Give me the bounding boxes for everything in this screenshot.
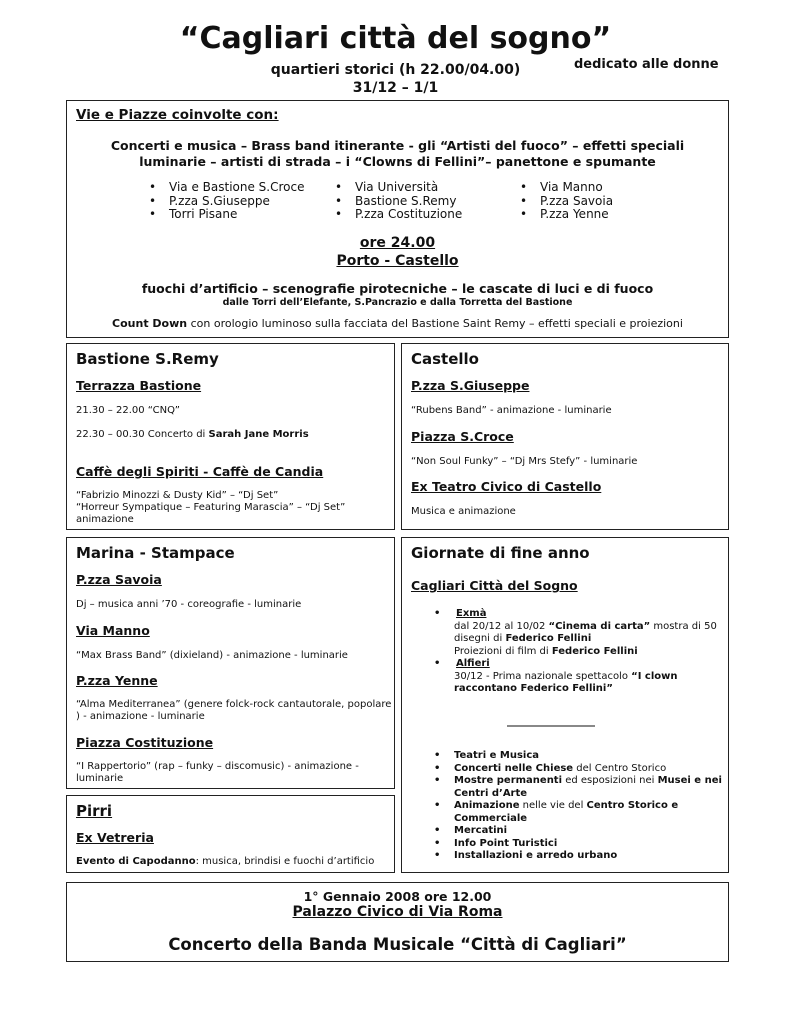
streets-box	[66, 100, 729, 338]
sogno-heading: Cagliari Città del Sogno	[411, 578, 578, 593]
intro-line-2: luminarie – artisti di strada – i “Clowns di Fellini”– panettone e spumante	[139, 154, 656, 169]
concert-title: Concerto della Banda Musicale “Città di Cagliari”	[168, 935, 627, 954]
yenne-heading: P.zza Yenne	[76, 673, 158, 688]
teatro-text: Musica e animazione	[411, 506, 516, 517]
alfieri-label: • Alfieri	[454, 658, 720, 671]
list-item: • P.zza Savoia	[540, 195, 613, 209]
event-dates: 31/12 – 1/1	[352, 80, 439, 96]
capodanno-text: : musica, brindisi e fuochi d’artificio	[195, 856, 375, 867]
midnight-time: ore 24.00	[359, 235, 436, 251]
list-item: • Via e Bastione S.Croce	[169, 181, 304, 195]
bastione-title: Bastione S.Remy	[76, 350, 219, 368]
exma-label: • Exmà	[454, 608, 720, 621]
castello-title: Castello	[411, 350, 479, 368]
manno-heading: Via Manno	[76, 623, 150, 638]
exma-line-1	[454, 621, 720, 634]
streets-heading: Vie e Piazze coinvolte con:	[76, 107, 279, 123]
list-item: • Teatri e Musica	[454, 750, 720, 763]
fireworks-subline: dalle Torri dell’Elefante, S.Pancrazio e dalla Torretta del Bastione	[222, 297, 573, 308]
list-item: • P.zza Costituzione	[355, 208, 462, 222]
pirri-box	[66, 795, 395, 873]
giuseppe-heading: P.zza S.Giuseppe	[411, 378, 530, 393]
giuseppe-text: “Rubens Band” - animazione - luminarie	[411, 405, 612, 416]
midnight-place: Porto - Castello	[336, 253, 459, 269]
exma-show: “Cinema di carta”	[548, 620, 651, 632]
list-item: • P.zza S.Giuseppe	[169, 195, 304, 209]
pirri-title: Pirri	[76, 802, 113, 820]
exma-director: Federico Fellini	[551, 645, 638, 657]
bastione-box	[66, 343, 395, 530]
marina-title: Marina - Stampace	[76, 544, 235, 562]
marina-box	[66, 537, 395, 789]
giornate-title: Giornate di fine anno	[411, 544, 590, 562]
exma-films: Proiezioni di film di	[454, 645, 552, 657]
list-item: • Info Point Turistici	[454, 838, 720, 851]
alfieri-show: “I clown	[631, 670, 678, 682]
teatro-heading: Ex Teatro Civico di Castello	[411, 479, 602, 494]
caffe-line-3: animazione	[76, 514, 134, 525]
exma-item	[454, 608, 720, 696]
countdown-label: Count Down	[112, 317, 188, 330]
section-divider: ________________	[507, 714, 595, 727]
list-item: • P.zza Yenne	[540, 208, 613, 222]
exma-dates: dal 20/12 al 10/02	[454, 620, 549, 632]
list-item: • Mostre permanenti ed esposizioni nei Musei e nei	[454, 775, 720, 788]
exma-drawings: disegni di	[454, 633, 506, 644]
list-item: • Bastione S.Remy	[355, 195, 462, 209]
vetreria-text	[76, 856, 374, 869]
alfieri-text: 30/12 - Prima nazionale spettacolo	[454, 670, 632, 682]
exma-desc: mostra di 50	[650, 620, 717, 632]
capodanno-label: Evento di Capodanno	[76, 856, 196, 867]
yenne-text-2: ) - animazione - luminarie	[76, 711, 205, 722]
list-item: • Via Manno	[540, 181, 613, 195]
savoia-heading: P.zza Savoia	[76, 572, 162, 587]
caffe-line-1: “Fabrizio Minozzi & Dusty Kid” – “Dj Set”	[76, 490, 279, 501]
list-item: • Mercatini	[454, 825, 720, 838]
alfieri-line-1	[454, 671, 720, 684]
costituzione-text-1: “I Rappertorio” (rap – funky – discomusic) - animazione -	[76, 761, 359, 772]
countdown-line	[67, 317, 728, 330]
exma-author: Federico Fellini	[505, 633, 592, 644]
costituzione-heading: Piazza Costituzione	[76, 735, 214, 750]
new-year-place: Palazzo Civico di Via Roma	[292, 904, 503, 920]
costituzione-text-2: luminarie	[76, 773, 124, 784]
bastione-line-2	[76, 429, 309, 442]
fireworks-line: fuochi d’artificio – scenografie pirotecniche – le cascate di luci e di fuoco	[141, 281, 654, 296]
giornate-list	[454, 750, 720, 863]
savoia-text: Dj – musica anni ’70 - coreografie - luminarie	[76, 599, 302, 610]
streets-column-3	[540, 181, 613, 222]
list-item: Commerciale	[454, 812, 528, 824]
bastione-line-1: 21.30 – 22.00 “CNQ”	[76, 405, 180, 416]
streets-column-1	[169, 181, 304, 222]
castello-box	[401, 343, 729, 530]
intro-line-1: Concerti e musica – Brass band itinerante - gli “Artisti del fuoco” – effetti speciali	[110, 138, 685, 153]
countdown-text: con orologio luminoso sulla facciata del Bastione Saint Remy – effetti speciali e proiezioni	[187, 317, 683, 330]
caffe-line-2: “Horreur Sympatique – Featuring Marascia” – “Dj Set”	[76, 502, 346, 513]
manno-text: “Max Brass Band” (dixieland) - animazione - luminarie	[76, 650, 348, 661]
new-year-date: 1° Gennaio 2008 ore 12.00	[303, 889, 492, 904]
page-title: “Cagliari città del sogno”	[179, 21, 612, 56]
list-item: • Via Università	[355, 181, 462, 195]
list-item: • Concerti nelle Chiese del Centro Storico	[454, 763, 720, 776]
list-item: • Installazioni e arredo urbano	[454, 850, 720, 863]
concert-text: 22.30 – 00.30 Concerto di	[76, 429, 209, 440]
vetreria-heading: Ex Vetreria	[76, 830, 154, 845]
new-year-box	[66, 882, 729, 962]
page-subtitle: quartieri storici (h 22.00/04.00)	[270, 62, 521, 78]
artist-name: Sarah Jane Morris	[208, 429, 309, 440]
caffe-heading: Caffè degli Spiriti - Caffè de Candia	[76, 464, 324, 479]
alfieri-line-2: raccontano Federico Fellini”	[454, 683, 613, 694]
list-item: Centri d’Arte	[454, 787, 528, 799]
exma-line-2	[454, 633, 720, 646]
yenne-text-1: “Alma Mediterranea” (genere folck-rock cantautorale, popolare	[76, 699, 392, 710]
croce-text: “Non Soul Funky” – “Dj Mrs Stefy” - luminarie	[411, 456, 638, 467]
list-item: • Torri Pisane	[169, 208, 304, 222]
exma-line-3	[454, 646, 720, 659]
terrazza-heading: Terrazza Bastione	[76, 378, 202, 393]
list-item: • Animazione nelle vie del Centro Storico e	[454, 800, 720, 813]
croce-heading: Piazza S.Croce	[411, 429, 514, 444]
giornate-box	[401, 537, 729, 873]
streets-column-2	[355, 181, 462, 222]
dedicated-note: dedicato alle donne	[574, 57, 719, 72]
